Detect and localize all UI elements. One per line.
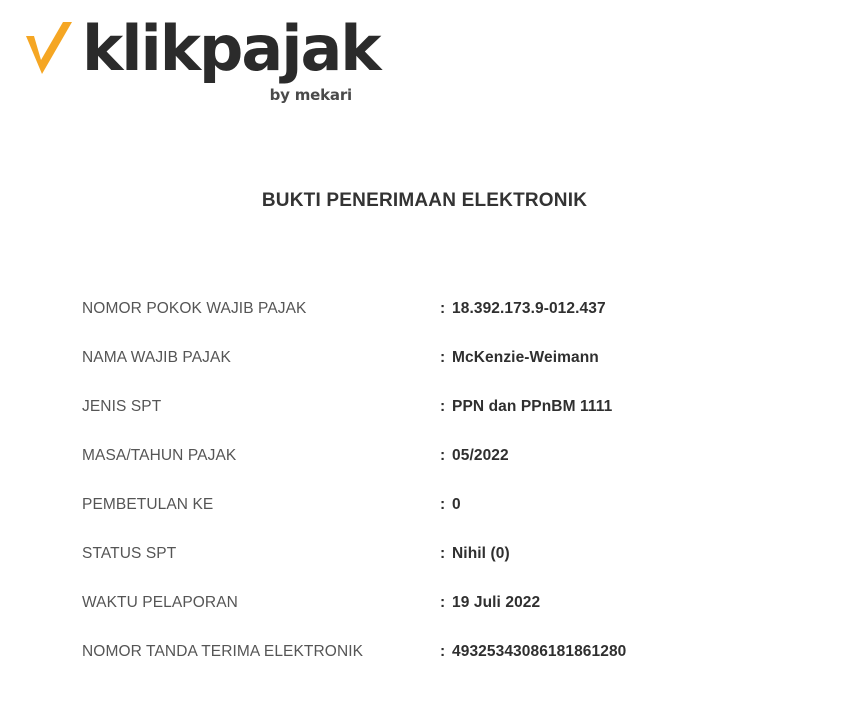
- field-row: [82, 349, 782, 398]
- receipt-fields: [82, 300, 782, 692]
- field-value: 0: [452, 496, 461, 513]
- page-title: BUKTI PENERIMAAN ELEKTRONIK: [261, 190, 588, 211]
- field-row: [82, 545, 782, 594]
- field-value: Nihil (0): [452, 545, 510, 562]
- field-label: NAMA WAJIB PAJAK: [82, 349, 231, 366]
- brand-logo: [22, 12, 382, 104]
- field-label: JENIS SPT: [82, 398, 162, 415]
- field-label: PEMBETULAN KE: [82, 496, 214, 513]
- field-value: 49325343086181861280: [452, 643, 627, 660]
- logo-wordmark: klikpajak: [82, 12, 380, 85]
- field-row: [82, 300, 782, 349]
- field-row: [82, 398, 782, 447]
- logo-tagline: by mekari: [269, 86, 352, 104]
- field-value: 18.392.173.9-012.437: [452, 300, 606, 317]
- field-separator: :: [440, 545, 446, 562]
- field-value: PPN dan PPnBM 1111: [452, 398, 613, 415]
- field-label: WAKTU PELAPORAN: [82, 594, 238, 611]
- field-separator: :: [440, 398, 446, 415]
- field-row: [82, 643, 782, 692]
- field-label: NOMOR TANDA TERIMA ELEKTRONIK: [82, 643, 364, 660]
- field-value: McKenzie-Weimann: [452, 349, 599, 366]
- field-separator: :: [440, 349, 446, 366]
- field-separator: :: [440, 643, 446, 660]
- field-separator: :: [440, 300, 446, 317]
- field-separator: :: [440, 447, 446, 464]
- field-row: [82, 447, 782, 496]
- field-row: [82, 594, 782, 643]
- check-mark-icon: [22, 20, 76, 82]
- field-label: NOMOR POKOK WAJIB PAJAK: [82, 300, 307, 317]
- field-value: 05/2022: [452, 447, 509, 464]
- field-value: 19 Juli 2022: [452, 594, 541, 611]
- logo-row: [22, 12, 382, 85]
- field-label: MASA/TAHUN PAJAK: [82, 447, 237, 464]
- field-separator: :: [440, 496, 446, 513]
- field-row: [82, 496, 782, 545]
- field-separator: :: [440, 594, 446, 611]
- field-label: STATUS SPT: [82, 545, 177, 562]
